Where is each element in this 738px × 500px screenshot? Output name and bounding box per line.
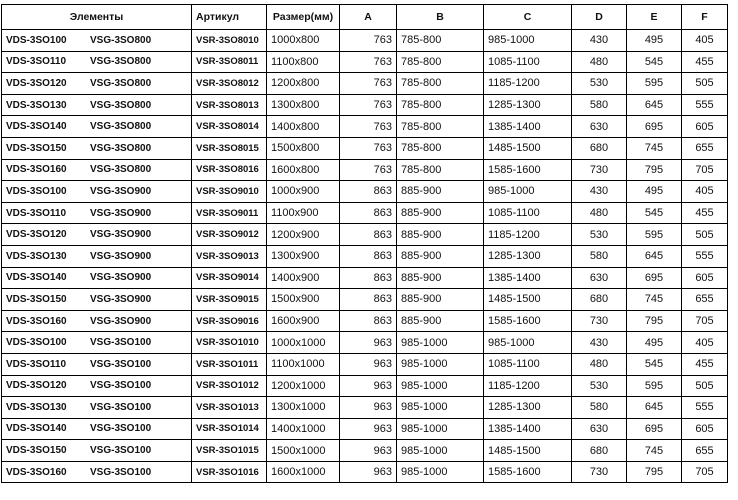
b-cell: 985-1000 bbox=[397, 461, 484, 483]
table-row bbox=[2, 116, 728, 138]
b-cell: 785-800 bbox=[397, 137, 484, 159]
elements-cell bbox=[2, 181, 192, 203]
size-cell: 1200x900 bbox=[267, 224, 340, 246]
b-cell: 885-900 bbox=[397, 310, 484, 332]
e-cell: 495 bbox=[627, 30, 682, 52]
d-cell: 630 bbox=[572, 116, 627, 138]
table-row bbox=[2, 181, 728, 203]
element-code-1: VDS-3SO100 bbox=[6, 34, 67, 46]
e-cell: 695 bbox=[627, 267, 682, 289]
header-f: F bbox=[682, 5, 728, 30]
f-cell: 705 bbox=[682, 461, 728, 483]
c-cell: 1085-1100 bbox=[484, 202, 572, 224]
size-cell: 1300x1000 bbox=[267, 397, 340, 419]
element-code-1: VDS-3SO120 bbox=[6, 229, 67, 241]
article-cell: VSR-3SO9014 bbox=[192, 267, 267, 289]
table-row bbox=[2, 73, 728, 95]
c-cell: 985-1000 bbox=[484, 30, 572, 52]
e-cell: 545 bbox=[627, 202, 682, 224]
header-b: B bbox=[397, 5, 484, 30]
elements-cell bbox=[2, 267, 192, 289]
size-cell: 1000x1000 bbox=[267, 332, 340, 354]
elements-cell bbox=[2, 30, 192, 52]
elements-cell bbox=[2, 94, 192, 116]
b-cell: 885-900 bbox=[397, 289, 484, 311]
element-code-1: VDS-3SO160 bbox=[6, 315, 67, 327]
article-cell: VSR-3SO8013 bbox=[192, 94, 267, 116]
f-cell: 405 bbox=[682, 30, 728, 52]
a-cell: 863 bbox=[340, 202, 397, 224]
d-cell: 730 bbox=[572, 159, 627, 181]
size-cell: 1300x900 bbox=[267, 245, 340, 267]
d-cell: 430 bbox=[572, 332, 627, 354]
a-cell: 963 bbox=[340, 353, 397, 375]
c-cell: 1085-1100 bbox=[484, 353, 572, 375]
element-code-2: VSG-3SO800 bbox=[90, 77, 152, 89]
header-d: D bbox=[572, 5, 627, 30]
c-cell: 1185-1200 bbox=[484, 375, 572, 397]
element-code-1: VDS-3SO100 bbox=[6, 185, 67, 197]
size-cell: 1100x900 bbox=[267, 202, 340, 224]
element-code-1: VDS-3SO110 bbox=[6, 207, 67, 219]
element-code-2: VSG-3SO800 bbox=[90, 121, 152, 133]
size-cell: 1500x900 bbox=[267, 289, 340, 311]
article-cell: VSR-3SO9011 bbox=[192, 202, 267, 224]
elements-cell bbox=[2, 202, 192, 224]
e-cell: 795 bbox=[627, 461, 682, 483]
a-cell: 863 bbox=[340, 181, 397, 203]
b-cell: 785-800 bbox=[397, 51, 484, 73]
table-row bbox=[2, 353, 728, 375]
element-code-1: VDS-3SO130 bbox=[6, 250, 67, 262]
article-cell: VSR-3SO8014 bbox=[192, 116, 267, 138]
elements-cell bbox=[2, 310, 192, 332]
element-code-2: VSG-3SO900 bbox=[90, 229, 152, 241]
a-cell: 763 bbox=[340, 159, 397, 181]
c-cell: 1485-1500 bbox=[484, 440, 572, 462]
element-code-2: VSG-3SO800 bbox=[90, 142, 152, 154]
element-code-1: VDS-3SO130 bbox=[6, 401, 67, 413]
article-cell: VSR-3SO1014 bbox=[192, 418, 267, 440]
b-cell: 785-800 bbox=[397, 116, 484, 138]
element-code-2: VSG-3SO100 bbox=[90, 423, 152, 435]
table-row bbox=[2, 245, 728, 267]
e-cell: 495 bbox=[627, 332, 682, 354]
elements-cell bbox=[2, 440, 192, 462]
element-code-1: VDS-3SO160 bbox=[6, 466, 67, 478]
e-cell: 695 bbox=[627, 116, 682, 138]
d-cell: 580 bbox=[572, 397, 627, 419]
e-cell: 595 bbox=[627, 375, 682, 397]
a-cell: 763 bbox=[340, 51, 397, 73]
b-cell: 885-900 bbox=[397, 245, 484, 267]
elements-cell bbox=[2, 73, 192, 95]
f-cell: 605 bbox=[682, 116, 728, 138]
elements-cell bbox=[2, 332, 192, 354]
article-cell: VSR-3SO9013 bbox=[192, 245, 267, 267]
d-cell: 630 bbox=[572, 418, 627, 440]
e-cell: 795 bbox=[627, 310, 682, 332]
b-cell: 985-1000 bbox=[397, 440, 484, 462]
element-code-2: VSG-3SO900 bbox=[90, 293, 152, 305]
size-cell: 1200x1000 bbox=[267, 375, 340, 397]
c-cell: 985-1000 bbox=[484, 181, 572, 203]
f-cell: 705 bbox=[682, 159, 728, 181]
elements-cell bbox=[2, 397, 192, 419]
element-code-2: VSG-3SO100 bbox=[90, 401, 152, 413]
c-cell: 1585-1600 bbox=[484, 159, 572, 181]
d-cell: 480 bbox=[572, 51, 627, 73]
f-cell: 655 bbox=[682, 440, 728, 462]
table-row bbox=[2, 137, 728, 159]
table-row bbox=[2, 289, 728, 311]
d-cell: 630 bbox=[572, 267, 627, 289]
a-cell: 863 bbox=[340, 224, 397, 246]
size-cell: 1000x800 bbox=[267, 30, 340, 52]
d-cell: 580 bbox=[572, 245, 627, 267]
table-body bbox=[2, 30, 728, 483]
element-code-2: VSG-3SO800 bbox=[90, 99, 152, 111]
element-code-2: VSG-3SO100 bbox=[90, 445, 152, 457]
b-cell: 885-900 bbox=[397, 181, 484, 203]
size-cell: 1600x800 bbox=[267, 159, 340, 181]
article-cell: VSR-3SO8010 bbox=[192, 30, 267, 52]
c-cell: 985-1000 bbox=[484, 332, 572, 354]
size-cell: 1400x1000 bbox=[267, 418, 340, 440]
table-row bbox=[2, 440, 728, 462]
table-row bbox=[2, 202, 728, 224]
b-cell: 985-1000 bbox=[397, 332, 484, 354]
c-cell: 1485-1500 bbox=[484, 137, 572, 159]
element-code-2: VSG-3SO800 bbox=[90, 34, 152, 46]
element-code-2: VSG-3SO900 bbox=[90, 185, 152, 197]
f-cell: 605 bbox=[682, 418, 728, 440]
elements-cell bbox=[2, 461, 192, 483]
e-cell: 645 bbox=[627, 94, 682, 116]
element-code-2: VSG-3SO900 bbox=[90, 250, 152, 262]
a-cell: 863 bbox=[340, 267, 397, 289]
b-cell: 985-1000 bbox=[397, 353, 484, 375]
c-cell: 1585-1600 bbox=[484, 310, 572, 332]
table-row bbox=[2, 224, 728, 246]
table-row bbox=[2, 310, 728, 332]
article-cell: VSR-3SO1016 bbox=[192, 461, 267, 483]
d-cell: 430 bbox=[572, 181, 627, 203]
elements-cell bbox=[2, 289, 192, 311]
a-cell: 763 bbox=[340, 94, 397, 116]
element-code-1: VDS-3SO110 bbox=[6, 56, 67, 68]
header-e: E bbox=[627, 5, 682, 30]
f-cell: 705 bbox=[682, 310, 728, 332]
c-cell: 1585-1600 bbox=[484, 461, 572, 483]
table-row bbox=[2, 461, 728, 483]
article-cell: VSR-3SO8011 bbox=[192, 51, 267, 73]
a-cell: 763 bbox=[340, 137, 397, 159]
c-cell: 1185-1200 bbox=[484, 73, 572, 95]
element-code-2: VSG-3SO800 bbox=[90, 56, 152, 68]
article-cell: VSR-3SO9016 bbox=[192, 310, 267, 332]
e-cell: 595 bbox=[627, 73, 682, 95]
elements-cell bbox=[2, 224, 192, 246]
element-code-2: VSG-3SO100 bbox=[90, 380, 152, 392]
table-row bbox=[2, 418, 728, 440]
size-cell: 1600x900 bbox=[267, 310, 340, 332]
element-code-2: VSG-3SO100 bbox=[90, 466, 152, 478]
article-cell: VSR-3SO8016 bbox=[192, 159, 267, 181]
a-cell: 963 bbox=[340, 461, 397, 483]
a-cell: 963 bbox=[340, 397, 397, 419]
c-cell: 1285-1300 bbox=[484, 397, 572, 419]
article-cell: VSR-3SO8015 bbox=[192, 137, 267, 159]
d-cell: 480 bbox=[572, 202, 627, 224]
f-cell: 505 bbox=[682, 224, 728, 246]
element-code-2: VSG-3SO100 bbox=[90, 337, 152, 349]
element-code-2: VSG-3SO100 bbox=[90, 358, 152, 370]
elements-cell bbox=[2, 245, 192, 267]
size-cell: 1200x800 bbox=[267, 73, 340, 95]
c-cell: 1185-1200 bbox=[484, 224, 572, 246]
a-cell: 963 bbox=[340, 375, 397, 397]
element-code-1: VDS-3SO100 bbox=[6, 337, 67, 349]
f-cell: 505 bbox=[682, 375, 728, 397]
elements-cell bbox=[2, 137, 192, 159]
e-cell: 645 bbox=[627, 397, 682, 419]
c-cell: 1485-1500 bbox=[484, 289, 572, 311]
header-elements: Элементы bbox=[2, 5, 192, 30]
size-cell: 1400x800 bbox=[267, 116, 340, 138]
f-cell: 455 bbox=[682, 353, 728, 375]
element-code-1: VDS-3SO150 bbox=[6, 445, 67, 457]
f-cell: 505 bbox=[682, 73, 728, 95]
e-cell: 745 bbox=[627, 440, 682, 462]
element-code-2: VSG-3SO900 bbox=[90, 315, 152, 327]
b-cell: 985-1000 bbox=[397, 397, 484, 419]
f-cell: 405 bbox=[682, 181, 728, 203]
dimensions-table bbox=[1, 4, 728, 483]
b-cell: 785-800 bbox=[397, 159, 484, 181]
article-cell: VSR-3SO1015 bbox=[192, 440, 267, 462]
table-row bbox=[2, 267, 728, 289]
element-code-1: VDS-3SO140 bbox=[6, 423, 67, 435]
d-cell: 530 bbox=[572, 73, 627, 95]
article-cell: VSR-3SO9010 bbox=[192, 181, 267, 203]
article-cell: VSR-3SO1011 bbox=[192, 353, 267, 375]
b-cell: 885-900 bbox=[397, 267, 484, 289]
element-code-1: VDS-3SO150 bbox=[6, 293, 67, 305]
f-cell: 455 bbox=[682, 202, 728, 224]
table-row bbox=[2, 30, 728, 52]
header-a: A bbox=[340, 5, 397, 30]
a-cell: 863 bbox=[340, 289, 397, 311]
article-cell: VSR-3SO9015 bbox=[192, 289, 267, 311]
size-cell: 1100x800 bbox=[267, 51, 340, 73]
element-code-1: VDS-3SO140 bbox=[6, 121, 67, 133]
a-cell: 763 bbox=[340, 30, 397, 52]
a-cell: 963 bbox=[340, 332, 397, 354]
article-cell: VSR-3SO1013 bbox=[192, 397, 267, 419]
e-cell: 645 bbox=[627, 245, 682, 267]
c-cell: 1285-1300 bbox=[484, 245, 572, 267]
size-cell: 1500x1000 bbox=[267, 440, 340, 462]
table-row bbox=[2, 397, 728, 419]
size-cell: 1000x900 bbox=[267, 181, 340, 203]
b-cell: 985-1000 bbox=[397, 375, 484, 397]
c-cell: 1385-1400 bbox=[484, 418, 572, 440]
c-cell: 1385-1400 bbox=[484, 116, 572, 138]
article-cell: VSR-3SO1012 bbox=[192, 375, 267, 397]
table-row bbox=[2, 375, 728, 397]
table-row bbox=[2, 159, 728, 181]
a-cell: 863 bbox=[340, 245, 397, 267]
header-row bbox=[2, 5, 728, 30]
e-cell: 795 bbox=[627, 159, 682, 181]
f-cell: 555 bbox=[682, 94, 728, 116]
f-cell: 455 bbox=[682, 51, 728, 73]
element-code-1: VDS-3SO160 bbox=[6, 164, 67, 176]
e-cell: 745 bbox=[627, 137, 682, 159]
elements-cell bbox=[2, 375, 192, 397]
elements-cell bbox=[2, 116, 192, 138]
e-cell: 545 bbox=[627, 51, 682, 73]
d-cell: 730 bbox=[572, 310, 627, 332]
e-cell: 545 bbox=[627, 353, 682, 375]
table-row bbox=[2, 332, 728, 354]
size-cell: 1300x800 bbox=[267, 94, 340, 116]
element-code-1: VDS-3SO120 bbox=[6, 380, 67, 392]
a-cell: 763 bbox=[340, 116, 397, 138]
element-code-1: VDS-3SO130 bbox=[6, 99, 67, 111]
c-cell: 1385-1400 bbox=[484, 267, 572, 289]
elements-cell bbox=[2, 51, 192, 73]
element-code-1: VDS-3SO110 bbox=[6, 358, 67, 370]
f-cell: 655 bbox=[682, 289, 728, 311]
d-cell: 730 bbox=[572, 461, 627, 483]
element-code-1: VDS-3SO150 bbox=[6, 142, 67, 154]
d-cell: 480 bbox=[572, 353, 627, 375]
a-cell: 963 bbox=[340, 418, 397, 440]
f-cell: 405 bbox=[682, 332, 728, 354]
header-c: C bbox=[484, 5, 572, 30]
a-cell: 963 bbox=[340, 440, 397, 462]
e-cell: 695 bbox=[627, 418, 682, 440]
f-cell: 555 bbox=[682, 397, 728, 419]
b-cell: 885-900 bbox=[397, 202, 484, 224]
e-cell: 745 bbox=[627, 289, 682, 311]
e-cell: 495 bbox=[627, 181, 682, 203]
article-cell: VSR-3SO8012 bbox=[192, 73, 267, 95]
a-cell: 763 bbox=[340, 73, 397, 95]
d-cell: 530 bbox=[572, 224, 627, 246]
f-cell: 555 bbox=[682, 245, 728, 267]
size-cell: 1600x1000 bbox=[267, 461, 340, 483]
b-cell: 785-800 bbox=[397, 73, 484, 95]
header-size: Размер(мм) bbox=[267, 5, 340, 30]
d-cell: 580 bbox=[572, 94, 627, 116]
element-code-2: VSG-3SO800 bbox=[90, 164, 152, 176]
size-cell: 1500x800 bbox=[267, 137, 340, 159]
d-cell: 430 bbox=[572, 30, 627, 52]
elements-cell bbox=[2, 159, 192, 181]
article-cell: VSR-3SO1010 bbox=[192, 332, 267, 354]
b-cell: 785-800 bbox=[397, 30, 484, 52]
c-cell: 1085-1100 bbox=[484, 51, 572, 73]
b-cell: 985-1000 bbox=[397, 418, 484, 440]
article-cell: VSR-3SO9012 bbox=[192, 224, 267, 246]
table-row bbox=[2, 51, 728, 73]
d-cell: 530 bbox=[572, 375, 627, 397]
d-cell: 680 bbox=[572, 137, 627, 159]
f-cell: 605 bbox=[682, 267, 728, 289]
d-cell: 680 bbox=[572, 440, 627, 462]
table-row bbox=[2, 94, 728, 116]
e-cell: 595 bbox=[627, 224, 682, 246]
b-cell: 785-800 bbox=[397, 94, 484, 116]
element-code-1: VDS-3SO120 bbox=[6, 77, 67, 89]
size-cell: 1100x1000 bbox=[267, 353, 340, 375]
element-code-2: VSG-3SO900 bbox=[90, 207, 152, 219]
d-cell: 680 bbox=[572, 289, 627, 311]
c-cell: 1285-1300 bbox=[484, 94, 572, 116]
f-cell: 655 bbox=[682, 137, 728, 159]
element-code-1: VDS-3SO140 bbox=[6, 272, 67, 284]
size-cell: 1400x900 bbox=[267, 267, 340, 289]
a-cell: 863 bbox=[340, 310, 397, 332]
element-code-2: VSG-3SO900 bbox=[90, 272, 152, 284]
header-article: Артикул bbox=[192, 5, 267, 30]
elements-cell bbox=[2, 418, 192, 440]
elements-cell bbox=[2, 353, 192, 375]
b-cell: 885-900 bbox=[397, 224, 484, 246]
